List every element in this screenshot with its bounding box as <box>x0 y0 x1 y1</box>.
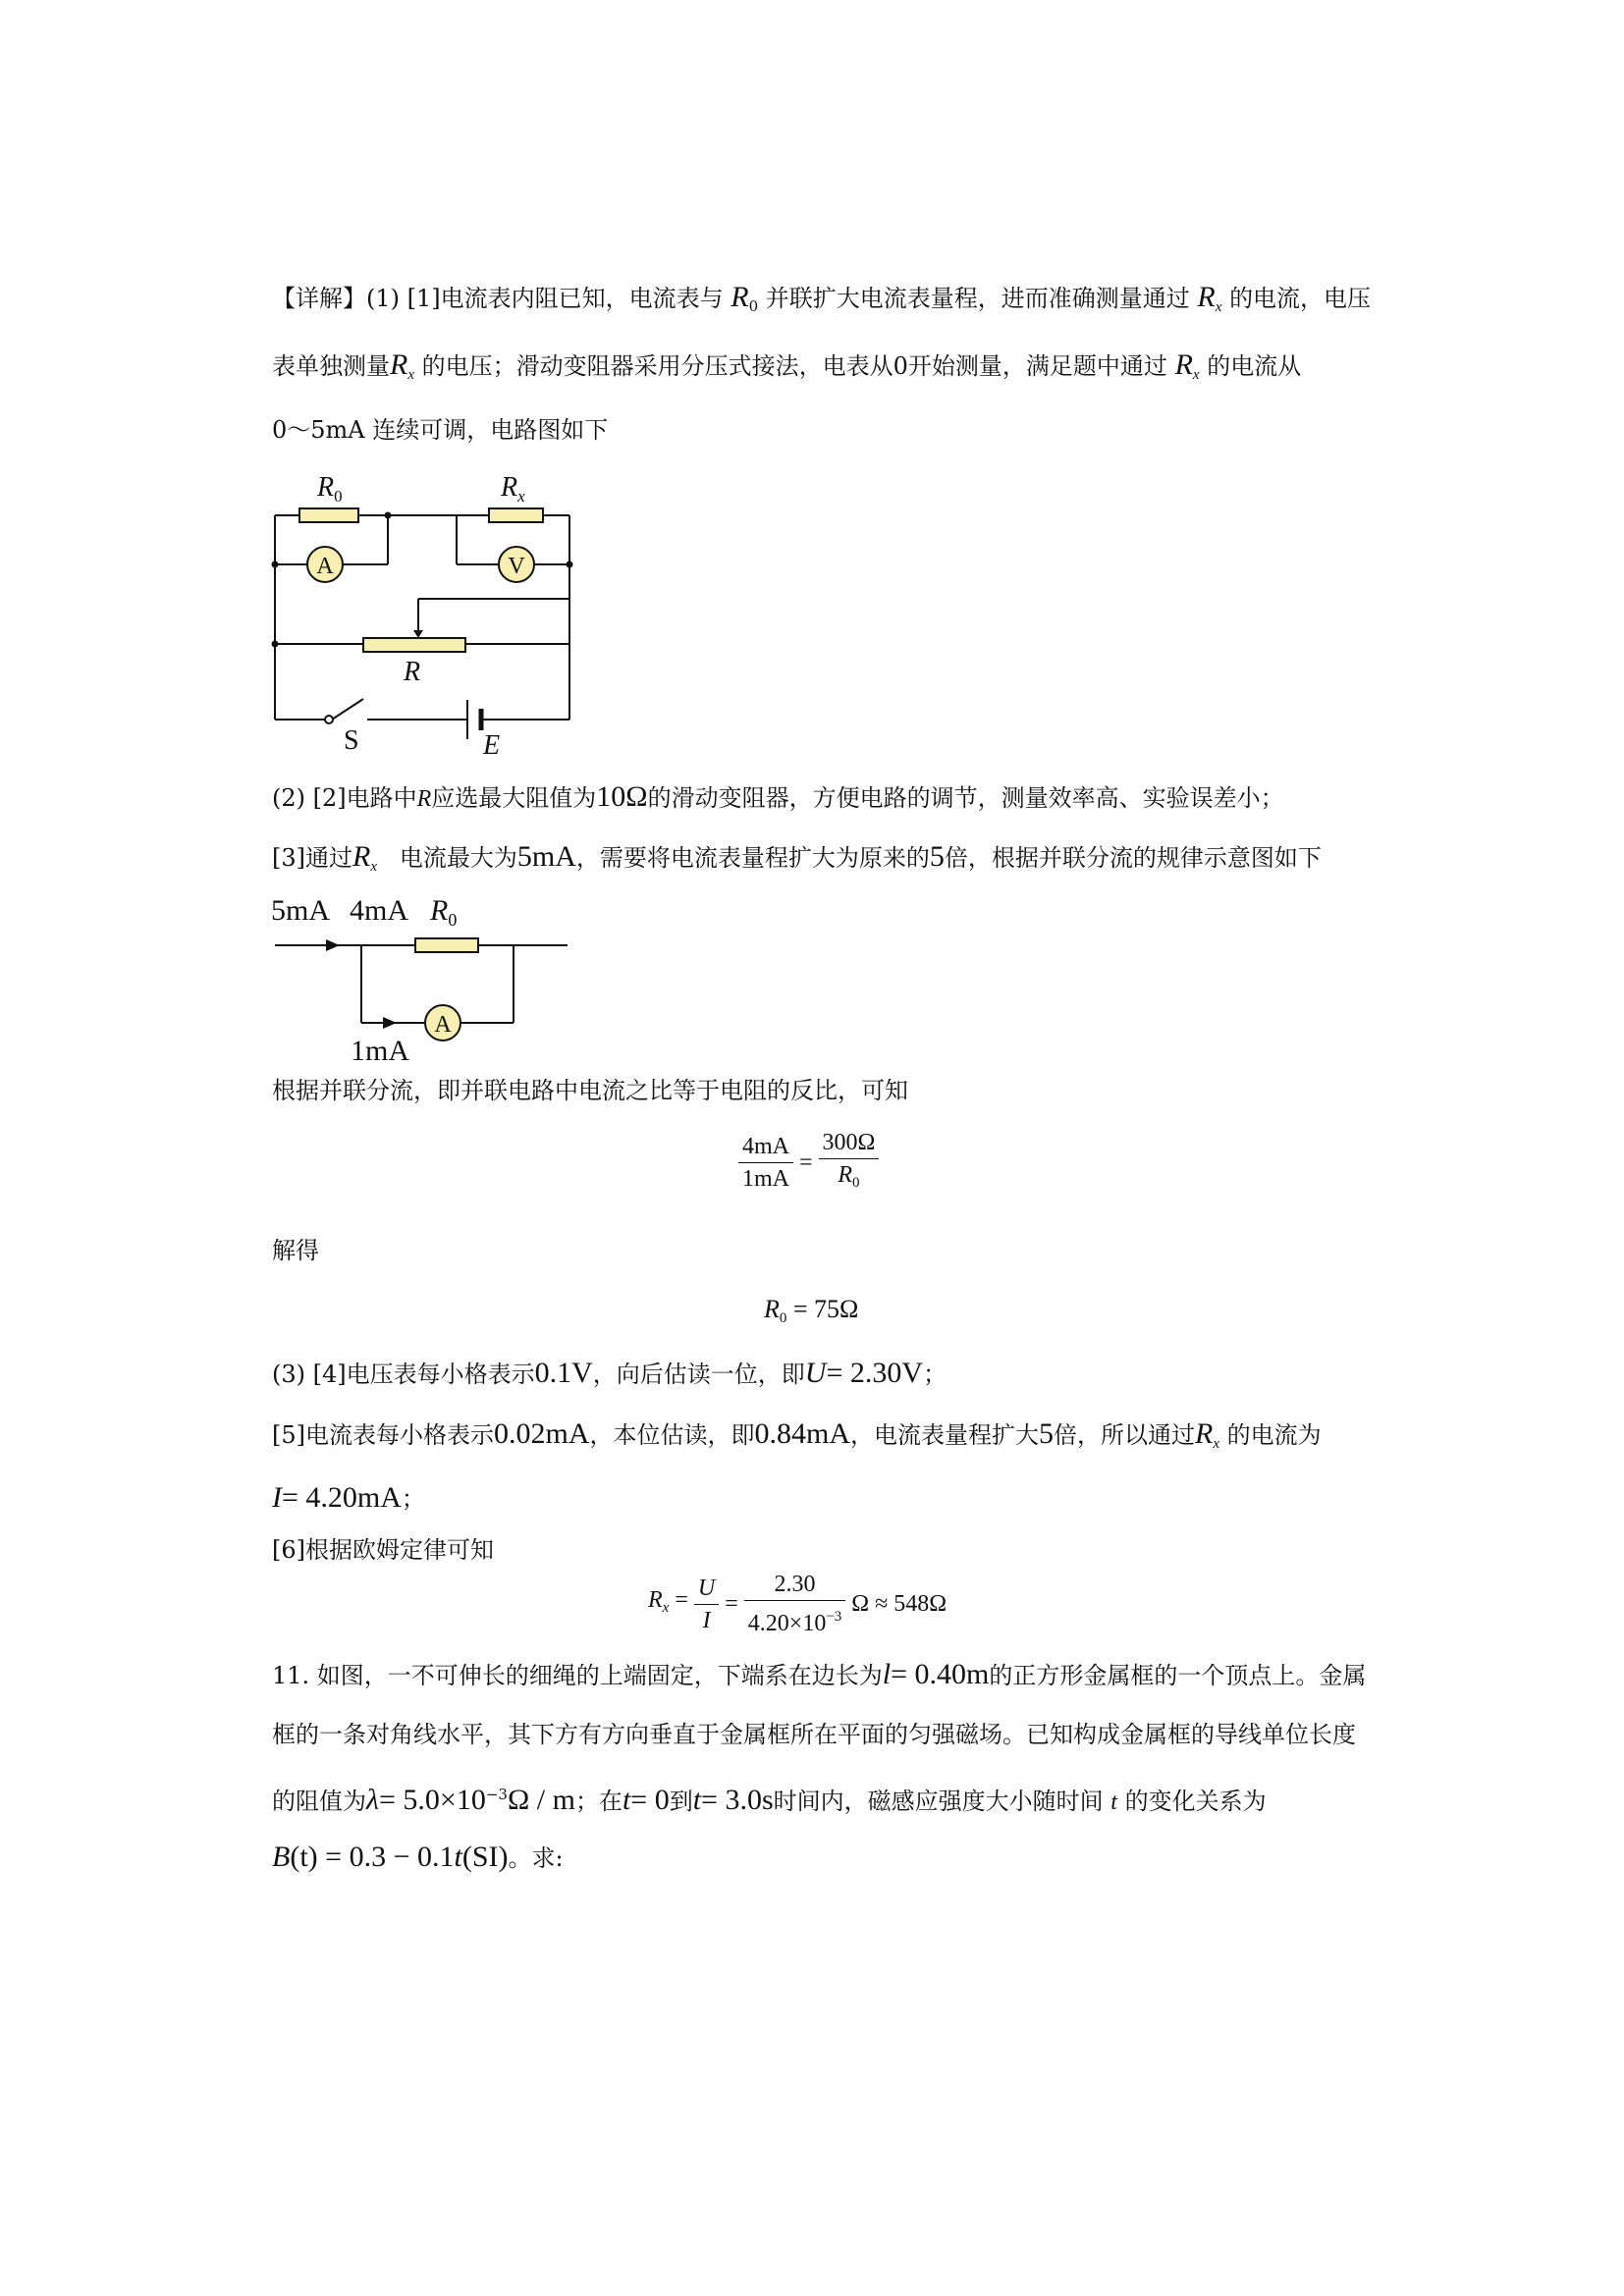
denominator: 1mA <box>742 1166 789 1192</box>
part2-line-1 <box>272 781 1284 815</box>
circuit-diagram-1 <box>265 461 589 766</box>
text: ； <box>923 1361 947 1388</box>
text: 的变化关系为 <box>1124 1788 1267 1815</box>
ammeter-label: A <box>316 554 334 579</box>
part3-line-2: [5]电流表每小格表示0.02mA，本位估读，即0.84mA，电流表量程扩大5倍，所以通过$R_x$ 的电流为 <box>272 1417 1322 1452</box>
numerator: 300Ω <box>819 1127 880 1159</box>
exponent: −3 <box>826 1609 842 1625</box>
value: = 5.0×10 <box>379 1784 486 1816</box>
rheostat-shape <box>363 638 465 652</box>
label-ammeter-current: 1mA <box>351 1035 409 1067</box>
equation-ohm: $R_x$ = $\frac{U}{I}$ = $\frac{2.30}{4.20\times 10^{-3}}$ Ω ≈ 548Ω <box>648 1569 947 1639</box>
text: [3]通过 <box>272 844 352 872</box>
part2-line-2: [3]通过$R_x$ 电流最大为5mA，需要将电流表量程扩大为原来的5倍，根据并联分流的规律示意图如下 <box>272 840 1322 875</box>
text: 的电流从 <box>1207 352 1302 380</box>
value: = 0.40m <box>891 1658 990 1690</box>
text: 。求: <box>508 1844 564 1872</box>
text: 的阻值为 <box>272 1788 366 1815</box>
text: 表单独测量 <box>272 352 390 380</box>
text: ，向后估读一位，即 <box>592 1361 805 1388</box>
part3-line-1: (3) [4]电压表每小格表示0.1V，向后估读一位，即U= 2.30V； <box>272 1357 947 1389</box>
equation-ratio: $\frac{4mA}{1mA}$ = $\frac{300\Omega}{R_0}$ <box>738 1127 879 1199</box>
parallel-text: 根据并联分流，即并联电路中电流之比等于电阻的反比，可知 <box>272 1077 908 1104</box>
detail-line-1: 【详解】(1) [1]电流表内阻已知，电流表与 $R_0$ 并联扩大电流表量程，进而准确测量通过 $R_x$ 的电流，电压 <box>272 281 1372 315</box>
resistor-r0-shape-2 <box>415 938 478 952</box>
text: 并联扩大电流表量程，进而准确测量通过 <box>765 285 1190 312</box>
q11-line-3: 的阻值为$\lambda= 5.0\times 10^{-3}\Omega / m$；在t= 0到t= 3.0s时间内，磁感应强度大小随时间 t 的变化关系为 <box>272 1784 1267 1816</box>
switch-label: S <box>344 725 359 756</box>
text: 倍，所以通过 <box>1054 1421 1195 1449</box>
text: 倍，根据并联分流的规律示意图如下 <box>944 844 1322 872</box>
label-total-current: 5mA <box>271 894 330 927</box>
result: Ω ≈ 548Ω <box>851 1591 947 1617</box>
q11-line-2: 框的一条对角线水平，其下方有方向垂直于金属框所在平面的匀强磁场。已知构成金属框的导线单位长度 <box>272 1721 1356 1748</box>
rheostat-label: R <box>404 657 421 687</box>
value: = 4.20mA <box>282 1481 402 1514</box>
text: 的电流，电压 <box>1229 285 1372 312</box>
resistor-rx-shape <box>489 508 543 522</box>
denominator: R <box>838 1162 853 1188</box>
text: 的正方形金属框的一个顶点上。金属 <box>989 1662 1367 1689</box>
text: 到 <box>669 1788 693 1815</box>
battery-label: E <box>483 730 501 761</box>
label-r0-2: $R_0$ <box>430 894 458 930</box>
text: (2) [2]电路中 <box>272 784 417 812</box>
text: 电流最大为 <box>399 844 517 872</box>
unit: Ω / m <box>507 1784 575 1816</box>
detail-line-3: 0～5mA 连续可调，电路图如下 <box>272 416 609 444</box>
value: 0.1V <box>534 1357 593 1389</box>
value: = 0 <box>630 1784 670 1816</box>
value: 5 <box>1039 1417 1054 1450</box>
denominator: 4.20×10 <box>747 1611 827 1636</box>
voltmeter-label: V <box>508 554 525 579</box>
q11-line-1: 11. 如图，一不可伸长的细绳的上端固定，下端系在边长为l= 0.40m的正方形金属框的一个顶点上。金属 <box>272 1658 1367 1690</box>
text: ；在 <box>574 1788 623 1815</box>
value: = 2.30V <box>826 1357 924 1389</box>
value: = 3.0s <box>701 1784 774 1816</box>
resistor-r0-shape <box>299 508 358 522</box>
label-r0: $R_0$ <box>317 472 343 506</box>
solve-label: 解得 <box>272 1237 319 1264</box>
text: ，电流表量程扩大 <box>850 1421 1039 1449</box>
numerator: 2.30 <box>744 1569 846 1601</box>
text: 时间内，磁感应强度大小随时间 <box>773 1788 1104 1815</box>
text: 的电流为 <box>1226 1421 1322 1449</box>
switch-terminal-icon <box>325 716 333 723</box>
text: 应选最大阻值为 <box>431 784 597 812</box>
value: (t) = 0.3 − 0.1 <box>290 1841 455 1873</box>
text: ，需要将电流表量程扩大为原来的 <box>575 844 930 872</box>
exponent: −3 <box>485 1786 508 1803</box>
q11-line-4: B(t) = 0.3 − 0.1t(SI)。求: <box>272 1841 564 1873</box>
numerator: 4mA <box>738 1131 793 1163</box>
value: (SI) <box>461 1841 509 1873</box>
value: 0.84mA <box>754 1417 850 1450</box>
detail-bracket: 【详解】 <box>272 285 366 312</box>
text: (1) [1]电流表内阻已知，电流表与 <box>366 285 724 312</box>
text: 的滑动变阻器，方便电路的调节，测量效率高、实验误差小； <box>647 784 1284 812</box>
text: (3) [4]电压表每小格表示 <box>272 1361 535 1388</box>
label-r0-current: 4mA <box>350 894 408 927</box>
value: = 75Ω <box>792 1295 859 1323</box>
text: [5]电流表每小格表示 <box>272 1421 494 1449</box>
detail-line-2: 表单独测量$R_x$ 的电压；滑动变阻器采用分压式接法，电表从0开始测量，满足题中通过 $R_x$ 的电流从 <box>272 348 1302 383</box>
text: 的电压；滑动变阻器采用分压式接法，电表从0开始测量，满足题中通过 <box>421 352 1167 380</box>
circuit-diagram-2 <box>265 883 589 1070</box>
equation-r0: $R_0 = 75\Omega$ <box>764 1295 859 1326</box>
value: 10Ω <box>596 780 648 813</box>
value: 0.02mA <box>494 1417 590 1450</box>
label-rx: $R_x$ <box>501 472 525 506</box>
part3-line-3: I= 4.20mA； <box>272 1481 425 1514</box>
part3-line-4: [6]根据欧姆定律可知 <box>272 1536 494 1564</box>
text: ； <box>401 1485 425 1513</box>
text: 11. 如图，一不可伸长的细绳的上端固定，下端系在边长为 <box>272 1662 883 1689</box>
ammeter-label-2: A <box>434 1012 452 1038</box>
value: 5 <box>929 840 945 873</box>
text: ，本位估读，即 <box>589 1421 755 1449</box>
value: 5mA <box>516 840 576 873</box>
symbol: R <box>416 786 432 812</box>
